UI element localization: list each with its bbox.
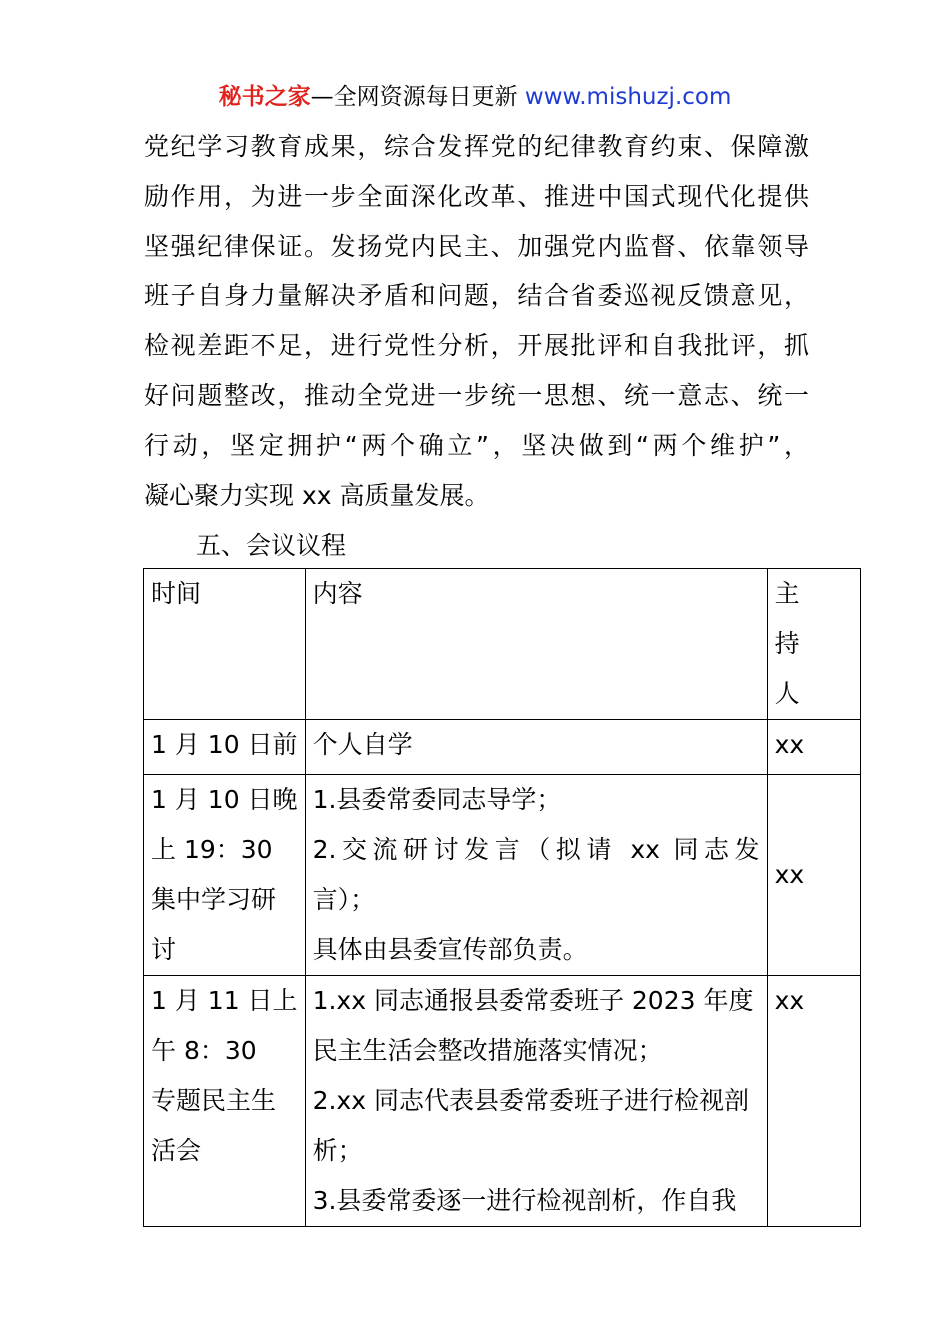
header-host [767,569,860,720]
cell-line: 2.交流研讨发言（拟请 xx 同志发 [312,835,760,864]
paragraph-line: 行动，坚定拥护“两个确立”，坚决做到“两个维护”， [144,430,809,460]
header-time: 时间 [144,569,306,720]
cell-content [305,976,767,1227]
cell-line: 活会 [151,1136,202,1165]
cell-time [144,976,306,1227]
cell-content [305,775,767,976]
brand-name: 秘书之家 [218,84,311,110]
table-row [144,720,861,775]
cell-line: 上 19：30 [151,835,273,864]
agenda-table [143,568,861,1227]
header-url-link[interactable]: www.mishuzj.com [524,84,732,110]
cell-line: 专题民主生 [151,1086,277,1115]
cell-line: 1 月 10 日前 [151,730,298,759]
paragraph-line: 励作用，为进一步全面深化改革、推进中国式现代化提供 [144,181,809,211]
cell-line: 民主生活会整改措施落实情况； [312,1036,663,1065]
cell-line: 集中学习研 [151,885,277,914]
page-header [0,80,950,114]
paragraph-line: 检视差距不足，进行党性分析，开展批评和自我批评，抓 [144,331,809,361]
header-host-line: 主 持 [774,579,829,658]
header-tagline: —全网资源每日更新 [310,84,518,110]
cell-line: 3.县委常委逐一进行检视剖析，作自我 [312,1186,737,1215]
cell-line: 2.xx 同志代表县委常委班子进行检视剖 [312,1086,749,1115]
paragraph-line: 好问题整改，推动全党进一步统一思想、统一意志、统一 [144,380,809,410]
paragraph-line: 坚强纪律保证。发扬党内民主、加强党内监督、依靠领导 [144,231,809,261]
cell-line: 讨 [151,935,177,964]
cell-line: 1.xx 同志通报县委常委班子 2023 年度 [312,986,754,1015]
table-header-row [144,569,861,720]
cell-line: 析； [312,1136,363,1165]
table-row [144,976,861,1227]
header-content: 内容 [305,569,767,720]
paragraph-line: 党纪学习教育成果，综合发挥党的纪律教育约束、保障激 [144,132,809,161]
cell-line: 1 月 10 日晚 [151,785,298,814]
cell-line: 具体由县委宣传部负责。 [312,935,588,964]
cell-line: 1 月 11 日上 [151,986,298,1015]
body-paragraph [144,122,809,520]
cell-line: 个人自学 [312,730,413,759]
cell-line: 言）； [312,885,376,914]
paragraph-line: 凝心聚力实现 xx 高质量发展。 [144,480,490,510]
cell-host: xx [767,976,860,1227]
paragraph-line: 班子自身力量解决矛盾和问题，结合省委巡视反馈意见， [144,281,809,311]
table-row [144,775,861,976]
cell-time [144,775,306,976]
header-host-line: 人 [774,679,800,708]
cell-host: xx [767,720,860,775]
cell-host: xx [767,775,860,976]
cell-time [144,720,306,775]
section-heading: 五、会议议程 [196,531,347,560]
cell-line: 午 8：30 [151,1036,257,1065]
cell-line: 1.县委常委同志导学； [312,785,562,814]
cell-content [305,720,767,775]
